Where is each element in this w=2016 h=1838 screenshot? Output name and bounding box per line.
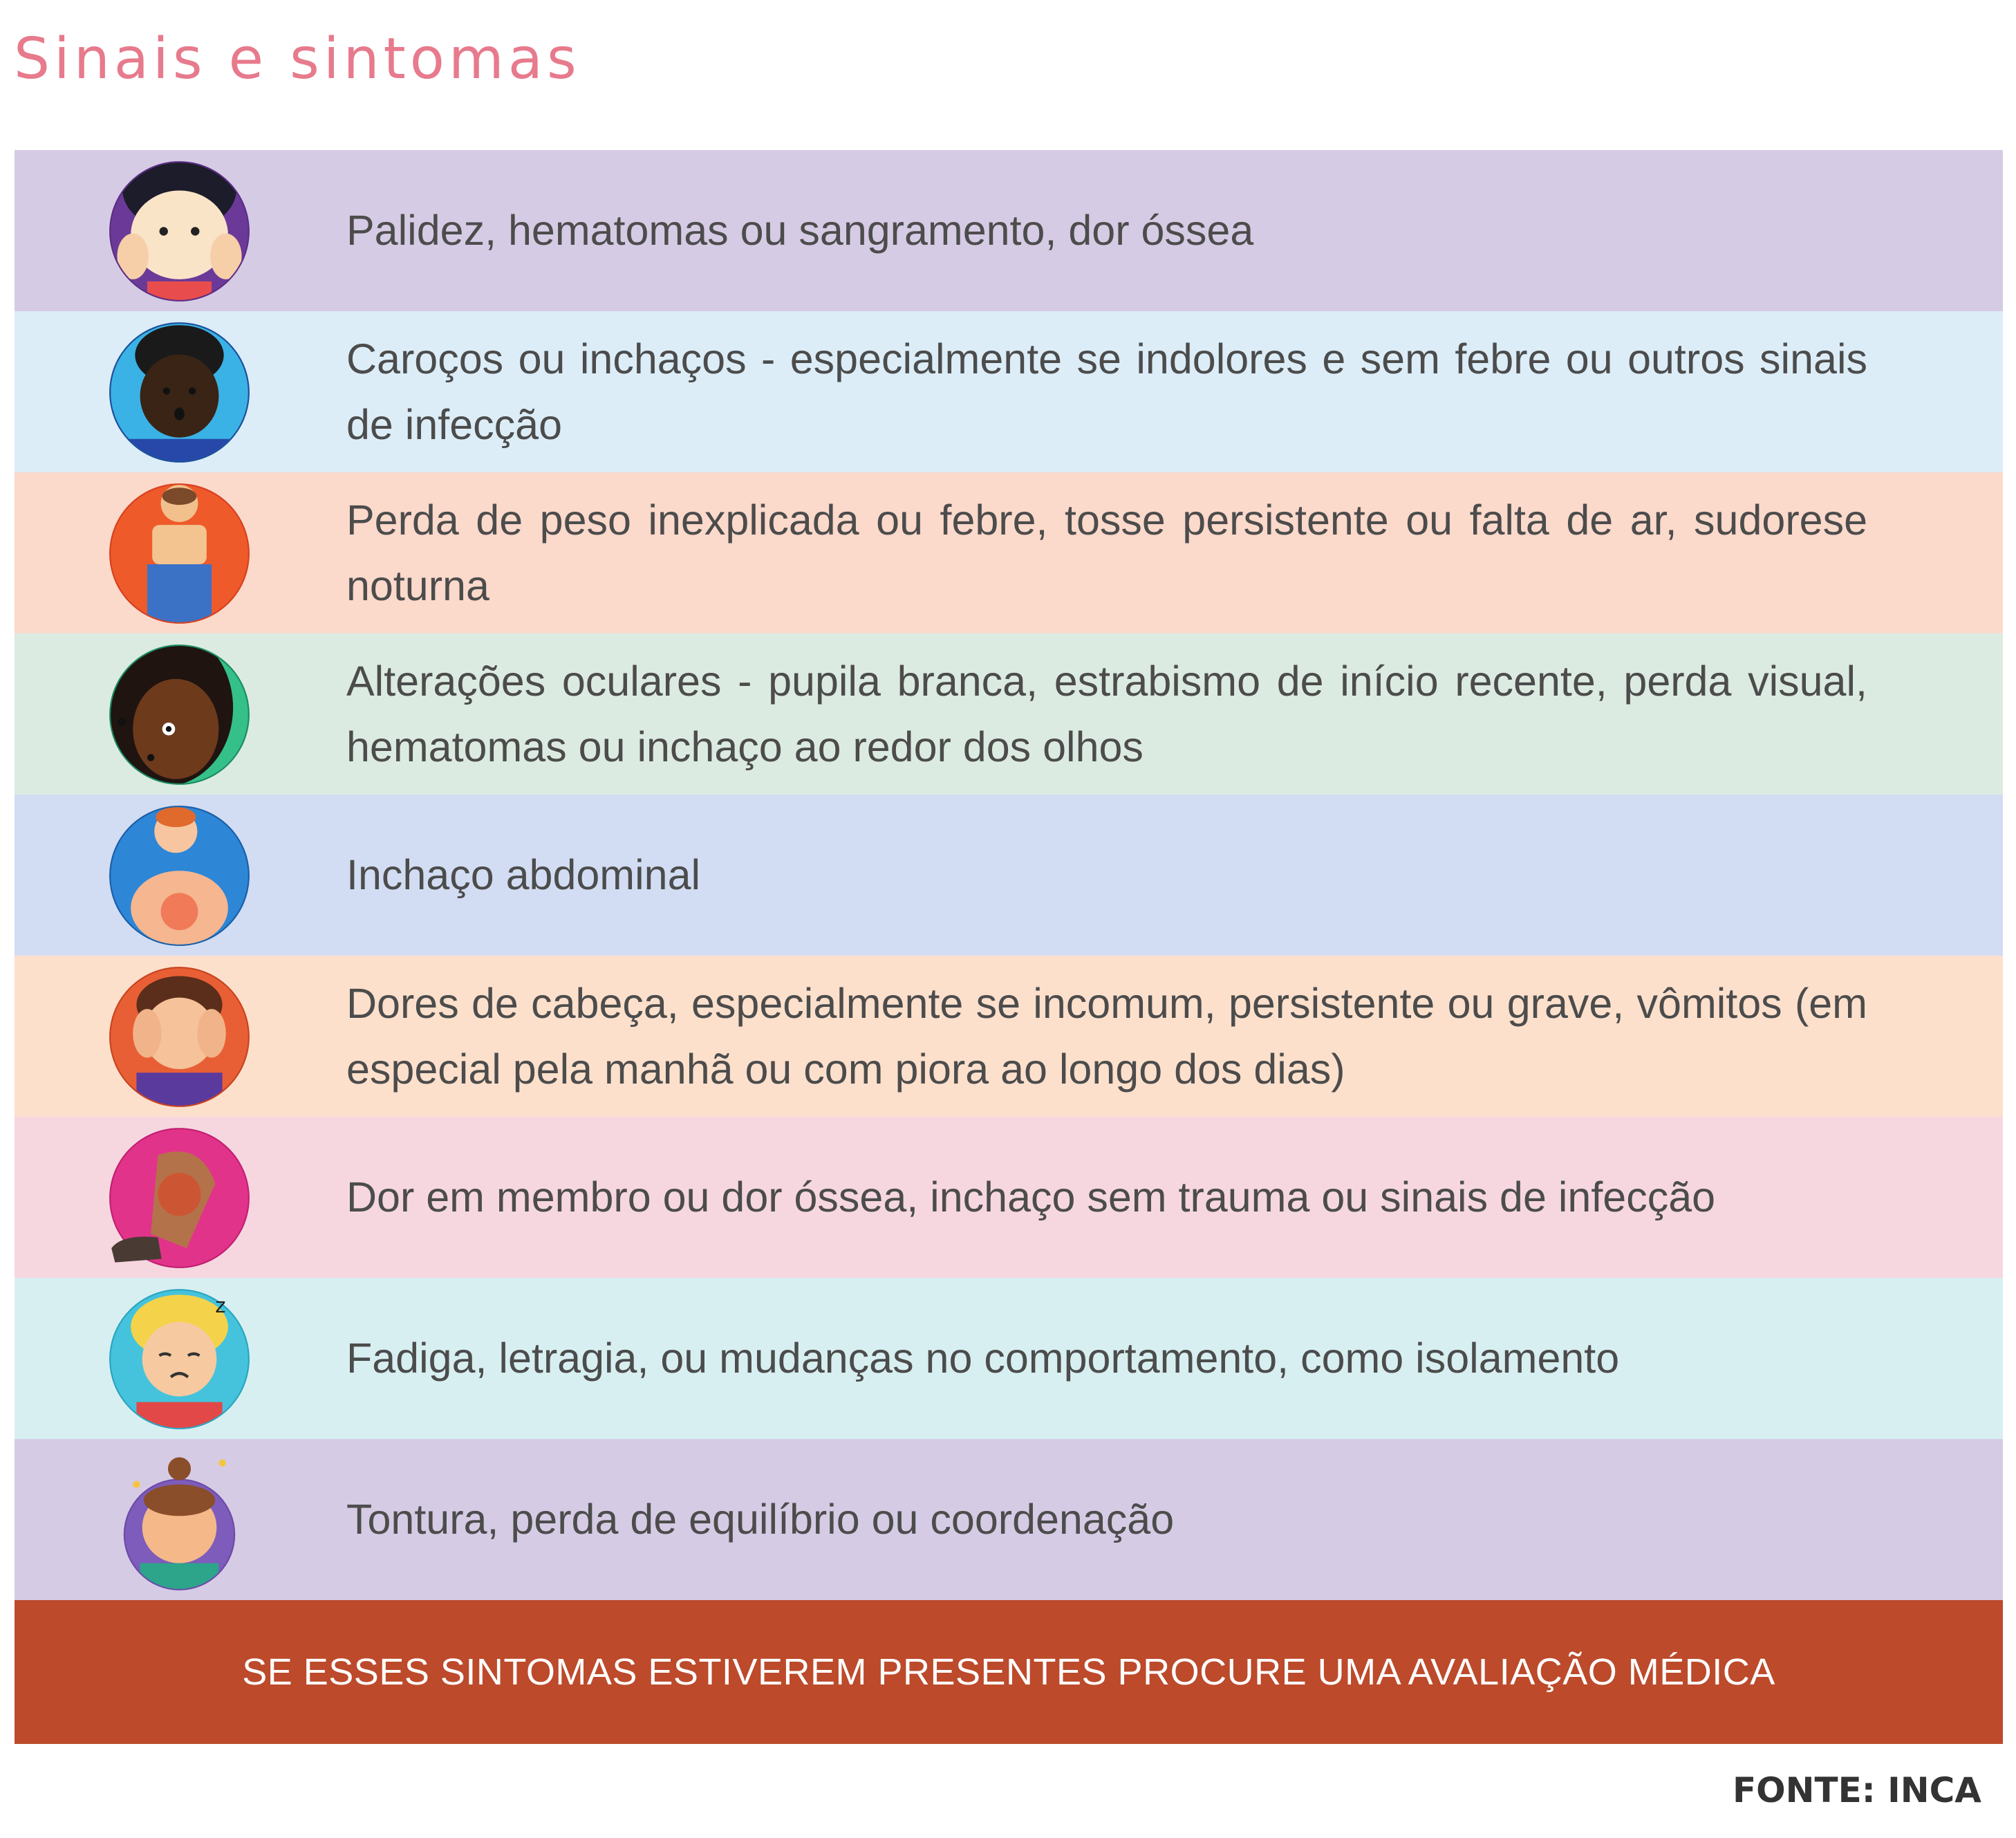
symptom-text: Alterações oculares - pupila branca, estrabismo de início recente, perda visual, hematomas ou inchaço ao redor dos olhos xyxy=(346,657,1867,770)
symptom-text: Inchaço abdominal xyxy=(346,851,701,898)
warning-banner xyxy=(15,1600,2003,1744)
abdominal-swelling-icon xyxy=(108,804,251,947)
banner-text: SE ESSES SINTOMAS ESTIVEREM PRESENTES PROCURE UMA AVALIAÇÃO MÉDICA xyxy=(242,1651,1775,1693)
symptom-text: Dores de cabeça, especialmente se incomum, persistente ou grave, vômitos (em especial pela manhã ou com piora ao longo dos dias) xyxy=(346,979,1867,1093)
page-title: Sinais e sintomas xyxy=(14,26,581,92)
limb-pain-icon xyxy=(108,1126,251,1270)
symptom-row xyxy=(15,1439,2003,1600)
svg-text:z: z xyxy=(215,1294,226,1318)
symptom-text: Fadiga, letragia, ou mudanças no comportamento, como isolamento xyxy=(346,1335,1620,1382)
symptom-row xyxy=(15,150,2003,311)
dizziness-icon xyxy=(108,1449,251,1592)
symptom-row xyxy=(15,311,2003,472)
symptom-text: Caroços ou inchaços - especialmente se indolores e sem febre ou outros sinais de infecção xyxy=(346,335,1867,448)
source-credit: FONTE: INCA xyxy=(1732,1770,1981,1810)
symptom-row xyxy=(15,1278,2003,1439)
weight-loss-icon xyxy=(108,482,251,625)
symptom-row xyxy=(15,472,2003,633)
pale-girl-icon xyxy=(108,160,251,303)
symptom-text: Palidez, hematomas ou sangramento, dor óssea xyxy=(346,207,1254,254)
headache-icon xyxy=(108,965,251,1108)
symptom-text: Dor em membro ou dor óssea, inchaço sem trauma ou sinais de infecção xyxy=(346,1173,1716,1220)
fatigue-icon xyxy=(108,1288,251,1431)
symptom-text: Tontura, perda de equilíbrio ou coordenação xyxy=(346,1496,1175,1543)
symptom-text: Perda de peso inexplicada ou febre, tosse persistente ou falta de ar, sudorese noturna xyxy=(346,496,1867,609)
symptom-row xyxy=(15,1117,2003,1278)
eye-changes-icon xyxy=(108,643,251,786)
symptom-row xyxy=(15,795,2003,956)
symptom-row xyxy=(15,633,2003,795)
symptoms-table xyxy=(15,150,2003,1744)
symptom-row xyxy=(15,956,2003,1117)
boy-lumps-icon xyxy=(108,321,251,464)
